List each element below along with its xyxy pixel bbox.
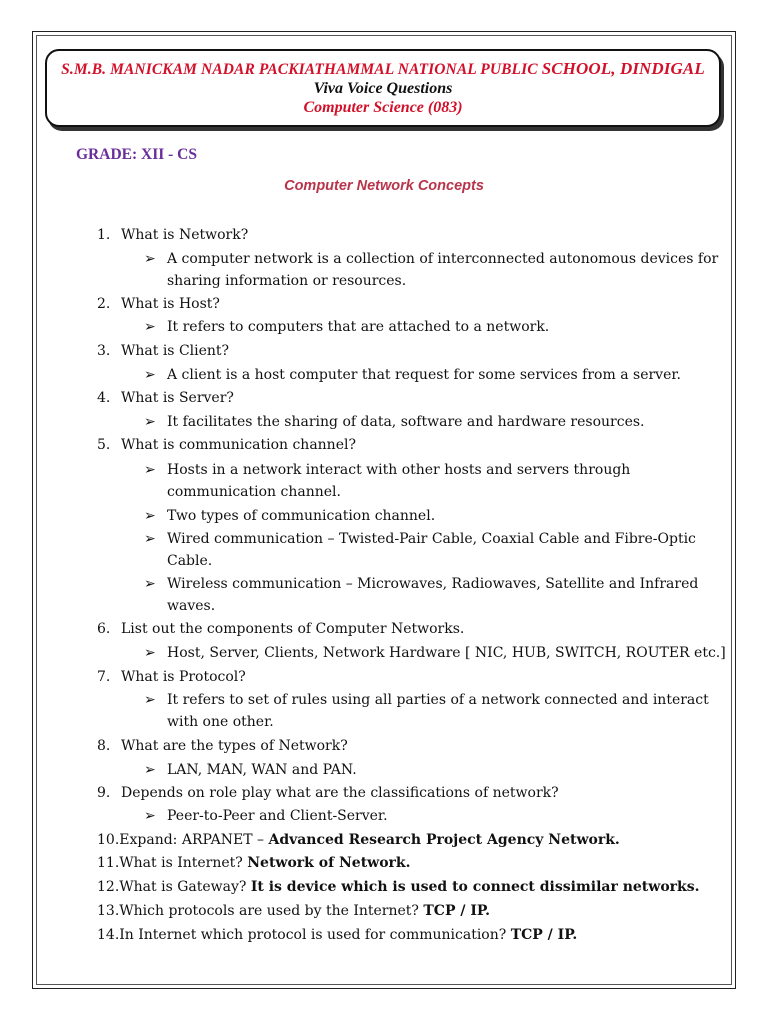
question-answer-bold: It is device which is used to connect dissimilar networks. xyxy=(250,879,700,895)
question-number: 7. xyxy=(97,669,111,685)
question-text: What is Host? xyxy=(121,296,220,312)
arrow-bullet-icon: ➢ xyxy=(144,808,156,824)
question-2 xyxy=(97,293,220,315)
answer-5a xyxy=(144,459,744,503)
answer-text: Host, Server, Clients, Network Hardware [ NIC, HUB, SWITCH, ROUTER etc.] xyxy=(167,645,726,661)
answer-text: Hosts in a network interact with other hosts and servers through communication channel. xyxy=(167,462,631,500)
question-number: 1. xyxy=(97,227,111,243)
answer-text: Peer-to-Peer and Client-Server. xyxy=(167,808,388,824)
topic-heading: Computer Network Concepts xyxy=(284,178,484,194)
question-1 xyxy=(97,224,248,246)
question-text: What are the types of Network? xyxy=(121,738,348,754)
question-number: 6. xyxy=(97,621,111,637)
question-8 xyxy=(97,735,348,757)
question-answer-bold: Network of Network. xyxy=(247,855,411,871)
answer-5d xyxy=(144,573,744,617)
school-header-box xyxy=(45,49,721,127)
document-title: Viva Voice Questions xyxy=(313,80,453,97)
question-answer-bold: TCP / IP. xyxy=(510,927,578,943)
answer-9 xyxy=(144,805,744,827)
arrow-bullet-icon: ➢ xyxy=(144,319,156,335)
arrow-bullet-icon: ➢ xyxy=(144,508,156,524)
school-name xyxy=(47,59,719,79)
question-6 xyxy=(97,618,464,640)
grade-label: GRADE: XII - CS xyxy=(76,146,197,163)
question-text: What is Gateway? xyxy=(119,879,251,895)
question-number: 11. xyxy=(97,855,120,871)
question-7 xyxy=(97,666,246,688)
question-text: Which protocols are used by the Internet? xyxy=(119,903,424,919)
question-text: Depends on role play what are the classifications of network? xyxy=(121,785,559,801)
question-number: 3. xyxy=(97,343,111,359)
school-name-suffix: SCHOOL, DINDIGAL xyxy=(541,59,705,78)
answer-8 xyxy=(144,759,744,781)
answer-text: It facilitates the sharing of data, software and hardware resources. xyxy=(167,414,645,430)
question-text: What is communication channel? xyxy=(121,437,356,453)
answer-text: Wireless communication – Microwaves, Radiowaves, Satellite and Infrared waves. xyxy=(167,576,699,614)
answer-6 xyxy=(144,642,744,664)
school-name-prefix: S.M.B. MANICKAM NADAR PACKIATHAMMAL NATIONAL PUBLIC xyxy=(61,61,538,78)
question-text: In Internet which protocol is used for communication? xyxy=(119,927,511,943)
answer-text: It refers to set of rules using all parties of a network connected and interact with one other. xyxy=(167,692,709,730)
subject-code: Computer Science (083) xyxy=(303,99,463,116)
answer-5c xyxy=(144,528,744,572)
answer-3 xyxy=(144,364,744,386)
question-number: 12. xyxy=(97,879,120,895)
question-text: Expand: ARPANET – xyxy=(119,832,269,848)
question-number: 5. xyxy=(97,437,111,453)
answer-7 xyxy=(144,689,744,733)
question-number: 13. xyxy=(97,903,120,919)
question-9 xyxy=(97,782,559,804)
answer-5b xyxy=(144,505,744,527)
question-12 xyxy=(97,876,700,898)
question-text: What is Server? xyxy=(121,390,234,406)
arrow-bullet-icon: ➢ xyxy=(144,531,156,547)
answer-text: It refers to computers that are attached to a network. xyxy=(167,319,550,335)
question-3 xyxy=(97,340,229,362)
arrow-bullet-icon: ➢ xyxy=(144,462,156,478)
question-14 xyxy=(97,924,577,946)
question-4 xyxy=(97,387,234,409)
arrow-bullet-icon: ➢ xyxy=(144,367,156,383)
question-11 xyxy=(97,852,411,874)
question-text: List out the components of Computer Networks. xyxy=(121,621,465,637)
question-text: What is Internet? xyxy=(119,855,248,871)
arrow-bullet-icon: ➢ xyxy=(144,762,156,778)
question-number: 9. xyxy=(97,785,111,801)
arrow-bullet-icon: ➢ xyxy=(144,576,156,592)
arrow-bullet-icon: ➢ xyxy=(144,692,156,708)
answer-text: A client is a host computer that request for some services from a server. xyxy=(167,367,681,383)
answer-text: Two types of communication channel. xyxy=(167,508,436,524)
question-number: 2. xyxy=(97,296,111,312)
question-answer-bold: TCP / IP. xyxy=(423,903,490,919)
answer-text: A computer network is a collection of interconnected autonomous devices for sharing information or resources. xyxy=(167,251,719,289)
answer-2 xyxy=(144,316,744,338)
question-answer-bold: Advanced Research Project Agency Network. xyxy=(268,832,620,848)
arrow-bullet-icon: ➢ xyxy=(144,414,156,430)
question-text: What is Network? xyxy=(121,227,249,243)
answer-1 xyxy=(144,248,744,292)
question-number: 8. xyxy=(97,738,111,754)
question-number: 14. xyxy=(97,927,120,943)
answer-text: LAN, MAN, WAN and PAN. xyxy=(167,762,357,778)
answer-4 xyxy=(144,411,744,433)
question-number: 4. xyxy=(97,390,111,406)
question-10 xyxy=(97,829,620,851)
question-text: What is Client? xyxy=(121,343,230,359)
arrow-bullet-icon: ➢ xyxy=(144,251,156,267)
answer-text: Wired communication – Twisted-Pair Cable, Coaxial Cable and Fibre-Optic Cable. xyxy=(167,531,696,569)
arrow-bullet-icon: ➢ xyxy=(144,645,156,661)
question-text: What is Protocol? xyxy=(121,669,246,685)
question-number: 10. xyxy=(97,832,120,848)
question-13 xyxy=(97,900,490,922)
question-5 xyxy=(97,434,356,456)
